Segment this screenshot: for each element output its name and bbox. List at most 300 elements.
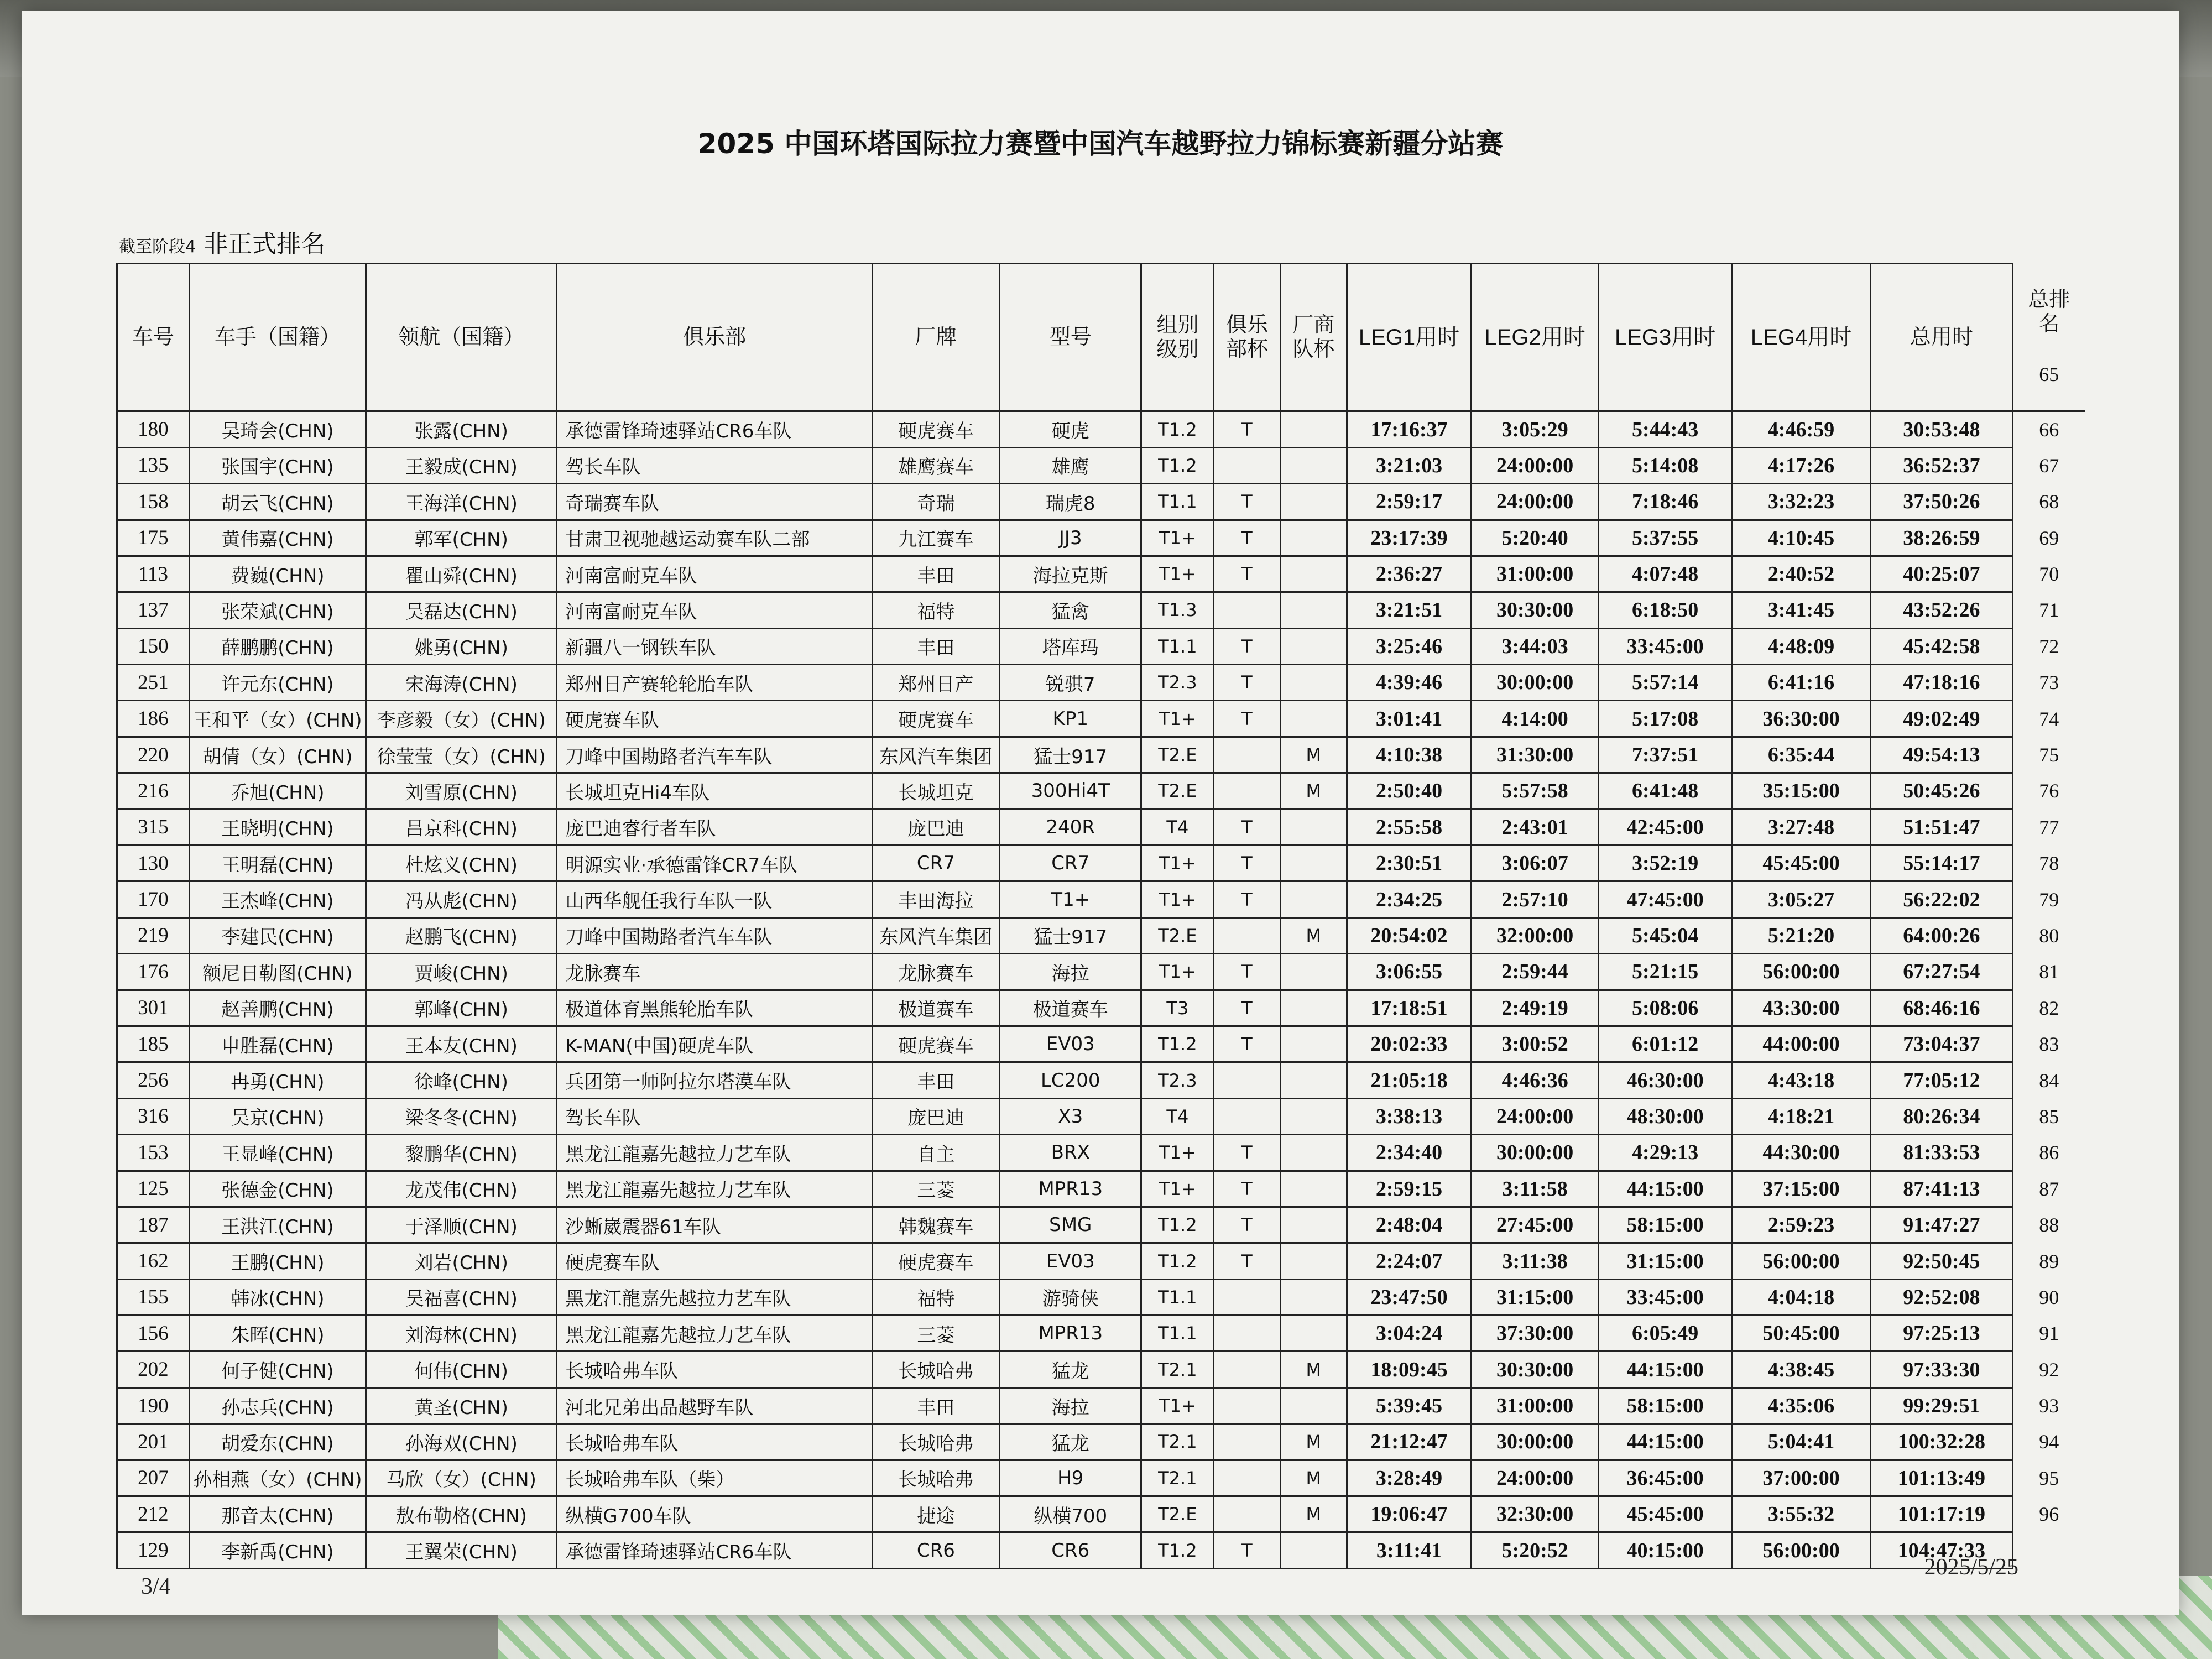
maker-cup-flag (1280, 628, 1347, 664)
total-time: 101:13:49 (1871, 1460, 2012, 1496)
overall-rank: 67 (2039, 454, 2059, 477)
club-cup-flag: T (1214, 990, 1280, 1026)
leg3-time: 45:45:00 (1599, 1496, 1732, 1532)
leg2-time: 3:06:07 (1472, 846, 1599, 881)
leg2-time: 24:00:00 (1472, 1098, 1599, 1134)
codriver-name: 黄圣(CHN) (366, 1387, 557, 1423)
brand-name: 龙脉赛车 (872, 954, 999, 990)
header-leg2: LEG2用时 (1472, 264, 1599, 411)
leg4-time: 44:30:00 (1731, 1135, 1870, 1171)
leg3-time: 6:18:50 (1599, 592, 1732, 628)
club-cup-flag (1214, 1352, 1280, 1387)
leg1-time: 2:55:58 (1347, 809, 1471, 845)
leg2-time: 5:20:52 (1472, 1532, 1599, 1568)
club-cup-flag: T (1214, 520, 1280, 556)
model-name: EV03 (1000, 1026, 1141, 1062)
club-cup-flag: T (1214, 1243, 1280, 1279)
class-code: T1.1 (1141, 484, 1214, 520)
club-cup-flag: T (1214, 954, 1280, 990)
overall-rank: 78 (2039, 852, 2059, 875)
club-cup-flag: T (1214, 484, 1280, 520)
leg2-time: 31:00:00 (1472, 1387, 1599, 1423)
table-row (117, 846, 2085, 881)
model-name: 纵横700 (1000, 1496, 1141, 1532)
leg1-time: 2:34:40 (1347, 1135, 1471, 1171)
leg4-time: 44:00:00 (1731, 1026, 1870, 1062)
club-cup-flag (1214, 773, 1280, 809)
car-number: 316 (117, 1098, 190, 1134)
maker-cup-flag: M (1280, 917, 1347, 953)
leg4-time: 56:00:00 (1731, 1532, 1870, 1568)
leg2-time: 30:30:00 (1472, 1352, 1599, 1387)
model-name: 瑞虎8 (1000, 484, 1141, 520)
overall-rank: 73 (2039, 671, 2059, 694)
table-row (117, 737, 2085, 773)
codriver-name: 龙茂伟(CHN) (366, 1171, 557, 1207)
leg1-time: 2:59:17 (1347, 484, 1471, 520)
driver-name: 冉勇(CHN) (189, 1062, 366, 1098)
club-cup-flag (1214, 917, 1280, 953)
driver-name: 孙相燕（女）(CHN) (189, 1460, 366, 1496)
overall-rank: 87 (2039, 1177, 2059, 1200)
club-name: 黑龙江龍嘉先越拉力艺车队 (557, 1279, 872, 1315)
club-cup-flag (1214, 1098, 1280, 1134)
leg3-time: 5:17:08 (1599, 701, 1732, 737)
club-cup-flag: T (1214, 809, 1280, 845)
leg2-time: 2:59:44 (1472, 954, 1599, 990)
class-code: T1+ (1141, 1387, 1214, 1423)
leg2-time: 24:00:00 (1472, 447, 1599, 483)
club-cup-flag (1214, 1460, 1280, 1496)
header-leg3: LEG3用时 (1599, 264, 1732, 411)
maker-cup-flag (1280, 1279, 1347, 1315)
class-code: T1.2 (1141, 1243, 1214, 1279)
class-code: T1.3 (1141, 592, 1214, 628)
leg4-time: 56:00:00 (1731, 954, 1870, 990)
car-number: 129 (117, 1532, 190, 1568)
car-number: 219 (117, 917, 190, 953)
leg2-time: 3:00:52 (1472, 1026, 1599, 1062)
maker-cup-flag (1280, 1316, 1347, 1352)
club-name: 甘肃卫视驰越运动赛车队二部 (557, 520, 872, 556)
model-name: 塔库玛 (1000, 628, 1141, 664)
car-number: 301 (117, 990, 190, 1026)
maker-cup-flag (1280, 592, 1347, 628)
leg1-time: 2:24:07 (1347, 1243, 1471, 1279)
driver-name: 费巍(CHN) (189, 556, 366, 592)
club-name: 长城哈弗车队 (557, 1424, 872, 1460)
overall-rank: 69 (2039, 526, 2059, 549)
class-code: T1.1 (1141, 1279, 1214, 1315)
header-maker-cup: 厂商 队杯 (1280, 264, 1347, 411)
total-time: 80:26:34 (1871, 1098, 2012, 1134)
total-time: 81:33:53 (1871, 1135, 2012, 1171)
brand-name: 郑州日产 (872, 665, 999, 701)
leg3-time: 42:45:00 (1599, 809, 1732, 845)
model-name: 猛龙 (1000, 1424, 1141, 1460)
brand-name: 硬虎赛车 (872, 701, 999, 737)
maker-cup-flag (1280, 665, 1347, 701)
codriver-name: 徐莹莹（女）(CHN) (366, 737, 557, 773)
driver-name: 王明磊(CHN) (189, 846, 366, 881)
leg2-time: 5:20:40 (1472, 520, 1599, 556)
header-overall-rank (2012, 264, 2085, 411)
codriver-name: 李彦毅（女）(CHN) (366, 701, 557, 737)
total-time: 104:47:33 (1871, 1532, 2012, 1568)
club-name: 黑龙江龍嘉先越拉力艺车队 (557, 1316, 872, 1352)
codriver-name: 赵鹏飞(CHN) (366, 917, 557, 953)
club-name: 明源实业·承德雷锋CR7车队 (557, 846, 872, 881)
table-row (117, 881, 2085, 917)
results-body (117, 411, 2085, 1569)
club-cup-flag: T (1214, 1135, 1280, 1171)
codriver-name: 王本友(CHN) (366, 1026, 557, 1062)
car-number: 180 (117, 411, 190, 447)
leg1-time: 3:11:41 (1347, 1532, 1471, 1568)
model-name: 海拉 (1000, 1387, 1141, 1423)
leg4-time: 37:00:00 (1731, 1460, 1870, 1496)
club-cup-flag (1214, 1279, 1280, 1315)
codriver-name: 吴福喜(CHN) (366, 1279, 557, 1315)
leg4-time: 36:30:00 (1731, 701, 1870, 737)
total-time: 64:00:26 (1871, 917, 2012, 953)
total-time: 92:50:45 (1871, 1243, 2012, 1279)
club-name: 黑龙江龍嘉先越拉力艺车队 (557, 1171, 872, 1207)
leg4-time: 2:40:52 (1731, 556, 1870, 592)
table-row (117, 1243, 2085, 1279)
model-name: EV03 (1000, 1243, 1141, 1279)
leg4-time: 3:32:23 (1731, 484, 1870, 520)
driver-name: 张国宇(CHN) (189, 447, 366, 483)
model-name: 猛龙 (1000, 1352, 1141, 1387)
brand-name: 丰田 (872, 1387, 999, 1423)
brand-name: 福特 (872, 592, 999, 628)
maker-cup-flag (1280, 701, 1347, 737)
model-name: 硬虎 (1000, 411, 1141, 447)
leg2-time: 3:11:58 (1472, 1171, 1599, 1207)
codriver-name: 吕京科(CHN) (366, 809, 557, 845)
class-code: T1.2 (1141, 411, 1214, 447)
driver-name: 薛鹏鹏(CHN) (189, 628, 366, 664)
club-cup-flag: T (1214, 1532, 1280, 1568)
leg2-time: 31:15:00 (1472, 1279, 1599, 1315)
leg2-time: 31:30:00 (1472, 737, 1599, 773)
leg1-time: 3:21:51 (1347, 592, 1471, 628)
club-name: 长城坦克Hi4车队 (557, 773, 872, 809)
overall-rank: 96 (2039, 1503, 2059, 1526)
leg3-time: 58:15:00 (1599, 1387, 1732, 1423)
leg4-time: 3:55:32 (1731, 1496, 1870, 1532)
table-row (117, 917, 2085, 953)
codriver-name: 王毅成(CHN) (366, 447, 557, 483)
model-name: CR6 (1000, 1532, 1141, 1568)
header-class: 组别 级别 (1141, 264, 1214, 411)
class-code: T2.3 (1141, 665, 1214, 701)
class-code: T4 (1141, 1098, 1214, 1134)
total-time: 37:50:26 (1871, 484, 2012, 520)
leg4-time: 4:35:06 (1731, 1387, 1870, 1423)
brand-name: 硬虎赛车 (872, 1243, 999, 1279)
club-name: 驾长车队 (557, 447, 872, 483)
leg3-time: 44:15:00 (1599, 1352, 1732, 1387)
class-code: T1+ (1141, 846, 1214, 881)
leg2-time: 4:14:00 (1472, 701, 1599, 737)
model-name: MPR13 (1000, 1316, 1141, 1352)
leg1-time: 3:04:24 (1347, 1316, 1471, 1352)
leg1-time: 19:06:47 (1347, 1496, 1471, 1532)
class-code: T1.2 (1141, 1026, 1214, 1062)
leg3-time: 5:08:06 (1599, 990, 1732, 1026)
leg4-time: 6:41:16 (1731, 665, 1870, 701)
leg3-time: 3:52:19 (1599, 846, 1732, 881)
brand-name: 长城坦克 (872, 773, 999, 809)
club-name: 庞巴迪睿行者车队 (557, 809, 872, 845)
club-name: K-MAN(中国)硬虎车队 (557, 1026, 872, 1062)
maker-cup-flag: M (1280, 1352, 1347, 1387)
leg2-time: 2:57:10 (1472, 881, 1599, 917)
club-name: 极道体育黑熊轮胎车队 (557, 990, 872, 1026)
driver-name: 申胜磊(CHN) (189, 1026, 366, 1062)
car-number: 125 (117, 1171, 190, 1207)
codriver-name: 黎鹏华(CHN) (366, 1135, 557, 1171)
leg4-time: 56:00:00 (1731, 1243, 1870, 1279)
class-code: T2.E (1141, 1496, 1214, 1532)
model-name: CR7 (1000, 846, 1141, 881)
model-name: 雄鹰 (1000, 447, 1141, 483)
leg1-time: 20:54:02 (1347, 917, 1471, 953)
driver-name: 胡爱东(CHN) (189, 1424, 366, 1460)
class-code: T2.E (1141, 737, 1214, 773)
leg3-time: 5:14:08 (1599, 447, 1732, 483)
leg3-time: 58:15:00 (1599, 1207, 1732, 1243)
car-number: 251 (117, 665, 190, 701)
driver-name: 王和平（女）(CHN) (189, 701, 366, 737)
club-cup-flag: T (1214, 1171, 1280, 1207)
car-number: 137 (117, 592, 190, 628)
brand-name: 韩魏赛车 (872, 1207, 999, 1243)
leg1-time: 2:30:51 (1347, 846, 1471, 881)
club-name: 沙蜥崴震器61车队 (557, 1207, 872, 1243)
leg4-time: 50:45:00 (1731, 1316, 1870, 1352)
maker-cup-flag: M (1280, 737, 1347, 773)
leg4-time: 6:35:44 (1731, 737, 1870, 773)
leg4-time: 4:46:59 (1731, 411, 1870, 447)
brand-name: 丰田海拉 (872, 881, 999, 917)
brand-name: 自主 (872, 1135, 999, 1171)
leg3-time: 5:45:04 (1599, 917, 1732, 953)
leg1-time: 4:39:46 (1347, 665, 1471, 701)
leg1-time: 3:21:03 (1347, 447, 1471, 483)
club-cup-flag: T (1214, 556, 1280, 592)
driver-name: 吴琦会(CHN) (189, 411, 366, 447)
driver-name: 朱晖(CHN) (189, 1316, 366, 1352)
codriver-name: 郭峰(CHN) (366, 990, 557, 1026)
overall-rank: 93 (2039, 1395, 2059, 1417)
maker-cup-flag (1280, 1387, 1347, 1423)
brand-name: 丰田 (872, 1062, 999, 1098)
codriver-name: 贾峻(CHN) (366, 954, 557, 990)
leg2-time: 30:30:00 (1472, 592, 1599, 628)
class-code: T2.1 (1141, 1352, 1214, 1387)
leg2-time: 30:00:00 (1472, 1135, 1599, 1171)
leg2-time: 3:11:38 (1472, 1243, 1599, 1279)
leg3-time: 5:21:15 (1599, 954, 1732, 990)
header-club-cup: 俱乐 部杯 (1214, 264, 1280, 411)
header-car-number: 车号 (117, 264, 190, 411)
brand-name: 捷途 (872, 1496, 999, 1532)
leg4-time: 3:41:45 (1731, 592, 1870, 628)
table-row (117, 990, 2085, 1026)
brand-name: 福特 (872, 1279, 999, 1315)
codriver-name: 吴磊达(CHN) (366, 592, 557, 628)
leg1-time: 3:28:49 (1347, 1460, 1471, 1496)
table-row (117, 665, 2085, 701)
car-number: 315 (117, 809, 190, 845)
total-time: 49:02:49 (1871, 701, 2012, 737)
table-row (117, 1460, 2085, 1496)
driver-name: 黄伟嘉(CHN) (189, 520, 366, 556)
total-time: 67:27:54 (1871, 954, 2012, 990)
model-name: 海拉 (1000, 954, 1141, 990)
club-name: 新疆八一钢铁车队 (557, 628, 872, 664)
leg3-time: 31:15:00 (1599, 1243, 1732, 1279)
overall-rank: 81 (2039, 961, 2059, 983)
car-number: 153 (117, 1135, 190, 1171)
leg2-time: 24:00:00 (1472, 484, 1599, 520)
club-name: 硬虎赛车队 (557, 701, 872, 737)
leg3-time: 5:44:43 (1599, 411, 1732, 447)
car-number: 190 (117, 1387, 190, 1423)
car-number: 150 (117, 628, 190, 664)
driver-name: 胡云飞(CHN) (189, 484, 366, 520)
total-time: 100:32:28 (1871, 1424, 2012, 1460)
model-name: 猛士917 (1000, 917, 1141, 953)
car-number: 216 (117, 773, 190, 809)
table-row (117, 1496, 2085, 1532)
codriver-name: 敖布勒格(CHN) (366, 1496, 557, 1532)
header-model: 型号 (1000, 264, 1141, 411)
leg3-time: 33:45:00 (1599, 1279, 1732, 1315)
leg1-time: 2:48:04 (1347, 1207, 1471, 1243)
overall-rank: 90 (2039, 1286, 2059, 1308)
class-code: T1.2 (1141, 447, 1214, 483)
brand-name: 东风汽车集团 (872, 737, 999, 773)
driver-name: 王晓明(CHN) (189, 809, 366, 845)
table-row (117, 447, 2085, 483)
total-time: 45:42:58 (1871, 628, 2012, 664)
model-name: H9 (1000, 1460, 1141, 1496)
codriver-name: 王翼荣(CHN) (366, 1532, 557, 1568)
maker-cup-flag (1280, 881, 1347, 917)
overall-rank: 88 (2039, 1214, 2059, 1237)
club-name: 承德雷锋琦速驿站CR6车队 (557, 1532, 872, 1568)
class-code: T2.E (1141, 773, 1214, 809)
leg4-time: 37:15:00 (1731, 1171, 1870, 1207)
club-cup-flag: T (1214, 881, 1280, 917)
table-row (117, 1062, 2085, 1098)
table-row (117, 592, 2085, 628)
club-name: 龙脉赛车 (557, 954, 872, 990)
header-club: 俱乐部 (557, 264, 872, 411)
driver-name: 韩冰(CHN) (189, 1279, 366, 1315)
maker-cup-flag (1280, 1026, 1347, 1062)
overall-rank: 92 (2039, 1358, 2059, 1381)
leg4-time: 35:15:00 (1731, 773, 1870, 809)
car-number: 207 (117, 1460, 190, 1496)
table-row (117, 954, 2085, 990)
overall-rank: 84 (2039, 1069, 2059, 1092)
driver-name: 额尼日勒图(CHN) (189, 954, 366, 990)
leg1-time: 23:17:39 (1347, 520, 1471, 556)
codriver-name: 孙海双(CHN) (366, 1424, 557, 1460)
brand-name: 丰田 (872, 628, 999, 664)
club-cup-flag (1214, 1424, 1280, 1460)
car-number: 176 (117, 954, 190, 990)
print-date: 2025/5/25 (1924, 1554, 2018, 1580)
leg2-time: 3:05:29 (1472, 411, 1599, 447)
leg1-time: 17:16:37 (1347, 411, 1471, 447)
table-row (117, 1207, 2085, 1243)
total-time: 101:17:19 (1871, 1496, 2012, 1532)
driver-name: 王杰峰(CHN) (189, 881, 366, 917)
leg2-time: 32:00:00 (1472, 917, 1599, 953)
maker-cup-flag (1280, 1171, 1347, 1207)
class-code: T1+ (1141, 556, 1214, 592)
car-number: 256 (117, 1062, 190, 1098)
driver-name: 吴京(CHN) (189, 1098, 366, 1134)
model-name: 极道赛车 (1000, 990, 1141, 1026)
class-code: T2.E (1141, 917, 1214, 953)
table-row (117, 1026, 2085, 1062)
total-time: 99:29:51 (1871, 1387, 2012, 1423)
leg3-time: 46:30:00 (1599, 1062, 1732, 1098)
model-name: BRX (1000, 1135, 1141, 1171)
brand-name: 长城哈弗 (872, 1460, 999, 1496)
maker-cup-flag (1280, 484, 1347, 520)
class-code: T1.1 (1141, 1316, 1214, 1352)
leg2-time: 2:49:19 (1472, 990, 1599, 1026)
leg1-time: 18:09:45 (1347, 1352, 1471, 1387)
total-time: 36:52:37 (1871, 447, 2012, 483)
maker-cup-flag (1280, 954, 1347, 990)
overall-rank: 77 (2039, 816, 2059, 838)
table-row (117, 1135, 2085, 1171)
model-name: 240R (1000, 809, 1141, 845)
brand-name: 庞巴迪 (872, 809, 999, 845)
brand-name: 硬虎赛车 (872, 1026, 999, 1062)
brand-name: 长城哈弗 (872, 1352, 999, 1387)
maker-cup-flag (1280, 809, 1347, 845)
total-time: 77:05:12 (1871, 1062, 2012, 1098)
table-row (117, 773, 2085, 809)
club-name: 硬虎赛车队 (557, 1243, 872, 1279)
stage-label: 截至阶段4 (119, 237, 196, 257)
overall-rank: 85 (2039, 1105, 2059, 1128)
maker-cup-flag (1280, 447, 1347, 483)
total-time: 97:33:30 (1871, 1352, 2012, 1387)
class-code: T1.2 (1141, 1207, 1214, 1243)
table-row (117, 1424, 2085, 1460)
codriver-name: 冯从彪(CHN) (366, 881, 557, 917)
overall-rank: 83 (2039, 1033, 2059, 1056)
overall-rank: 72 (2039, 635, 2059, 658)
maker-cup-flag: M (1280, 1496, 1347, 1532)
header-row (117, 264, 2085, 411)
brand-name: 三菱 (872, 1316, 999, 1352)
total-time: 43:52:26 (1871, 592, 2012, 628)
leg3-time: 5:57:14 (1599, 665, 1732, 701)
car-number: 186 (117, 701, 190, 737)
